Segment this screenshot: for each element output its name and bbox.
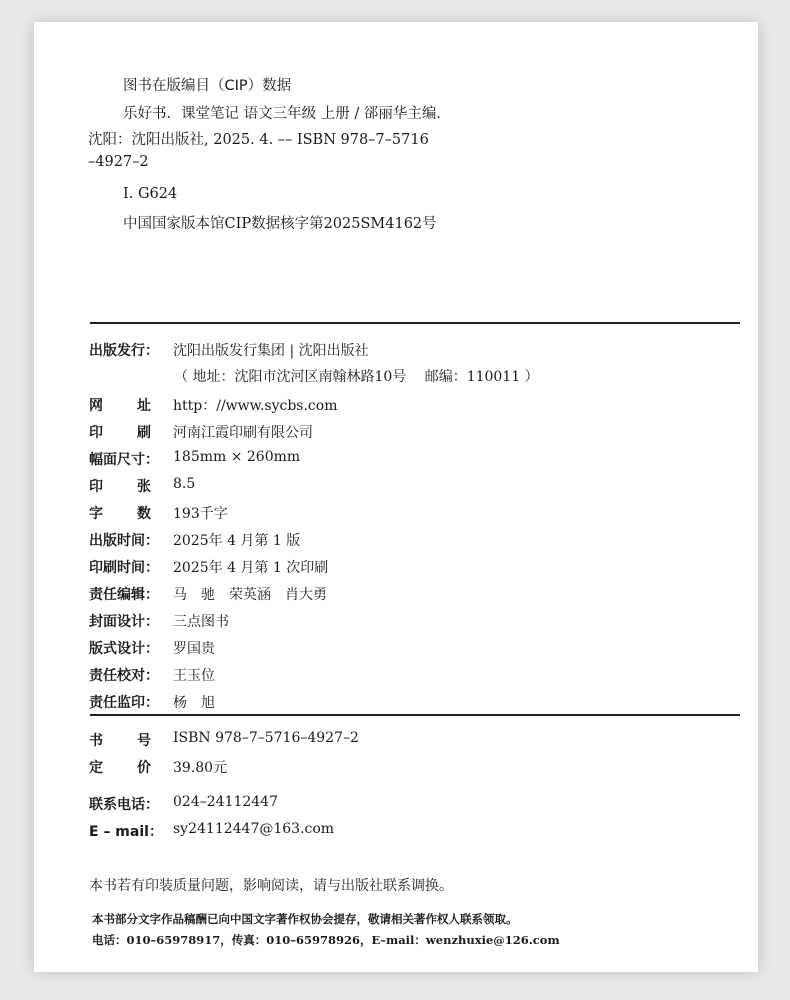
- detail-row-printdate: [89, 557, 328, 577]
- cip-publisher-line: 沈阳：沈阳出版社, 2025. 4. –– ISBN 978–7–5716: [88, 132, 429, 148]
- detail-row-pubdate: [89, 530, 300, 550]
- publisher-value: 沈阳出版发行集团 | 沈阳出版社: [173, 343, 369, 359]
- price-label: 定 价: [89, 760, 151, 776]
- detail-label: 责任校对：: [89, 668, 159, 684]
- detail-label: 出版时间：: [89, 533, 159, 549]
- detail-label: 责任编辑：: [89, 587, 159, 603]
- divider-top: [90, 322, 740, 324]
- detail-row-proofreader: [89, 665, 215, 685]
- email-field: [89, 821, 334, 841]
- isbn-field: [89, 730, 359, 750]
- price-field: [89, 757, 227, 777]
- isbn-label: 书 号: [89, 733, 151, 749]
- detail-value: http：//www.sycbs.com: [173, 398, 338, 414]
- copyright-contact: 电话：010–65978917，传真：010–65978926，E–mail：wenzhuxie@126.com: [92, 933, 560, 947]
- detail-label: 印 刷: [89, 425, 151, 441]
- detail-row-print-supervisor: [89, 692, 215, 712]
- copyright-note: 本书部分文字作品稿酬已向中国文字著作权协会提存，敬请相关著作权人联系领取。: [92, 912, 518, 926]
- detail-value: 杨 旭: [173, 695, 215, 711]
- detail-row-website: [89, 395, 337, 415]
- detail-value: 王玉位: [173, 668, 215, 684]
- publisher-field: [89, 340, 369, 360]
- cip-classification: Ⅰ. G624: [123, 186, 178, 202]
- cip-number: 中国国家版本馆CIP数据核字第2025SM4162号: [123, 216, 437, 232]
- cip-isbn-continuation: –4927–2: [88, 154, 149, 170]
- detail-label: 网 址: [89, 398, 151, 414]
- detail-label: 印刷时间：: [89, 560, 159, 576]
- detail-label: 版式设计：: [89, 641, 159, 657]
- price-value: 39.80元: [173, 760, 228, 776]
- email-value: sy24112447@163.com: [173, 821, 335, 837]
- detail-row-sheets: [89, 476, 195, 496]
- detail-label: 责任监印：: [89, 695, 159, 711]
- detail-label: 封面设计：: [89, 614, 159, 630]
- detail-value: 2025年 4 月第 1 次印刷: [173, 560, 329, 576]
- phone-label: 联系电话：: [89, 797, 159, 813]
- detail-row-editors: [89, 584, 327, 604]
- publisher-label: 出版发行：: [89, 343, 159, 359]
- detail-row-printer: [89, 422, 313, 442]
- detail-value: 河南江霞印刷有限公司: [173, 425, 313, 441]
- quality-notice: 本书若有印装质量问题，影响阅读，请与出版社联系调换。: [89, 878, 453, 894]
- detail-row-format: [89, 449, 300, 469]
- detail-label: 印 张: [89, 479, 151, 495]
- email-label: E – mail：: [89, 824, 163, 840]
- isbn-value: ISBN 978–7–5716–4927–2: [173, 730, 359, 746]
- detail-value: 三点图书: [173, 614, 229, 630]
- cip-title-line: 乐好书．课堂笔记 语文三年级 上册 / 郤丽华主编．: [123, 106, 451, 122]
- divider-bottom: [90, 714, 740, 716]
- detail-label: 字 数: [89, 506, 151, 522]
- detail-label: 幅面尺寸：: [89, 452, 159, 468]
- detail-value: 8.5: [173, 476, 196, 492]
- phone-field: [89, 794, 278, 814]
- detail-row-cover-design: [89, 611, 229, 631]
- cip-heading: 图书在版编目（CIP）数据: [123, 78, 292, 94]
- detail-value: 193千字: [173, 506, 228, 522]
- publisher-address: （ 地址：沈阳市沈河区南翰林路10号 邮编：110011 ）: [174, 369, 539, 385]
- detail-value: 2025年 4 月第 1 版: [173, 533, 301, 549]
- detail-value: 罗国贵: [173, 641, 215, 657]
- copyright-page: [34, 22, 758, 972]
- detail-value: 马 驰 荣英涵 肖大勇: [173, 587, 327, 603]
- detail-row-layout-design: [89, 638, 215, 658]
- detail-row-wordcount: [89, 503, 228, 523]
- phone-value: 024–24112447: [173, 794, 278, 810]
- detail-value: 185mm × 260mm: [173, 449, 301, 465]
